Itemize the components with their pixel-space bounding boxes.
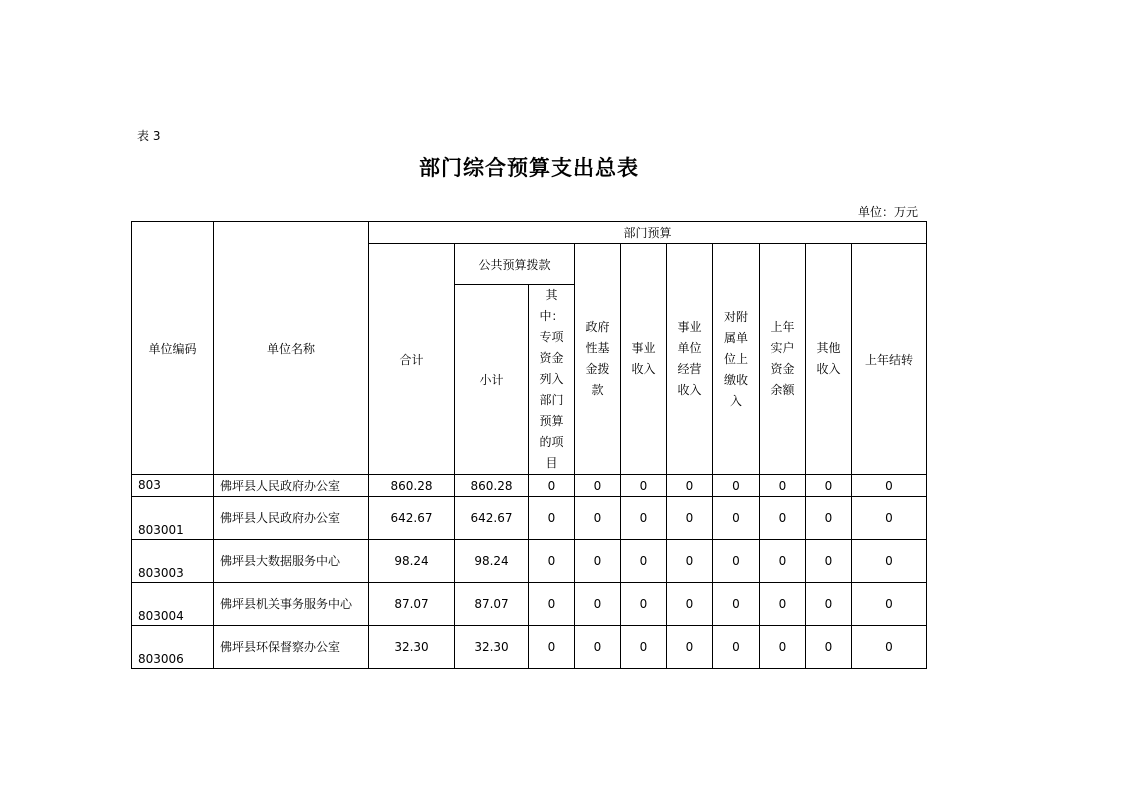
special-cell: 0	[529, 497, 575, 540]
other-income-cell: 0	[806, 540, 852, 583]
total-cell: 98.24	[369, 540, 455, 583]
unit-name-cell: 佛坪县机关事务服务中心	[214, 583, 369, 626]
total-cell: 642.67	[369, 497, 455, 540]
header-dept-budget: 部门预算	[369, 222, 927, 244]
unit-name-cell: 佛坪县环保督察办公室	[214, 626, 369, 669]
table-row	[132, 540, 927, 583]
other-income-cell: 0	[806, 475, 852, 497]
subtotal-cell: 98.24	[455, 540, 529, 583]
gov-fund-cell: 0	[575, 540, 621, 583]
affiliated-income-cell: 0	[713, 497, 760, 540]
carryover-cell: 0	[852, 626, 927, 669]
gov-fund-cell: 0	[575, 583, 621, 626]
header-affiliated-income: 对附属单位上缴收入	[713, 244, 760, 475]
header-unit-name: 单位名称	[214, 222, 369, 475]
header-gov-fund: 政府性基金拨款	[575, 244, 621, 475]
gov-fund-cell: 0	[575, 475, 621, 497]
business-income-cell: 0	[667, 540, 713, 583]
gov-fund-cell: 0	[575, 626, 621, 669]
special-cell: 0	[529, 583, 575, 626]
unit-code-cell: 803	[132, 475, 214, 497]
header-subtotal: 小计	[455, 285, 529, 475]
other-income-cell: 0	[806, 497, 852, 540]
table-row	[132, 583, 927, 626]
unit-code-cell: 803001	[132, 497, 214, 540]
table-row	[132, 475, 927, 497]
career-income-cell: 0	[621, 583, 667, 626]
career-income-cell: 0	[621, 626, 667, 669]
carryover-cell: 0	[852, 475, 927, 497]
table-number-label: 表 3	[137, 129, 161, 143]
prior-balance-cell: 0	[760, 475, 806, 497]
subtotal-cell: 32.30	[455, 626, 529, 669]
header-other-income: 其他收入	[806, 244, 852, 475]
business-income-cell: 0	[667, 497, 713, 540]
header-total: 合计	[369, 244, 455, 475]
carryover-cell: 0	[852, 540, 927, 583]
career-income-cell: 0	[621, 497, 667, 540]
unit-code-cell: 803006	[132, 626, 214, 669]
budget-expenditure-table	[131, 221, 927, 669]
special-cell: 0	[529, 626, 575, 669]
header-business-income: 事业单位经营收入	[667, 244, 713, 475]
subtotal-cell: 87.07	[455, 583, 529, 626]
business-income-cell: 0	[667, 583, 713, 626]
header-special-items: 其中：专项资金列入部门预算的项目	[529, 285, 575, 475]
unit-code-cell: 803004	[132, 583, 214, 626]
header-unit-code: 单位编码	[132, 222, 214, 475]
unit-name-cell: 佛坪县大数据服务中心	[214, 540, 369, 583]
unit-name-cell: 佛坪县人民政府办公室	[214, 497, 369, 540]
business-income-cell: 0	[667, 626, 713, 669]
header-prior-balance: 上年实户资金余额	[760, 244, 806, 475]
total-cell: 87.07	[369, 583, 455, 626]
career-income-cell: 0	[621, 540, 667, 583]
subtotal-cell: 860.28	[455, 475, 529, 497]
affiliated-income-cell: 0	[713, 540, 760, 583]
special-cell: 0	[529, 475, 575, 497]
other-income-cell: 0	[806, 626, 852, 669]
special-cell: 0	[529, 540, 575, 583]
business-income-cell: 0	[667, 475, 713, 497]
affiliated-income-cell: 0	[713, 475, 760, 497]
other-income-cell: 0	[806, 583, 852, 626]
header-career-income: 事业收入	[621, 244, 667, 475]
document-title: 部门综合预算支出总表	[419, 155, 639, 180]
unit-label: 单位：万元	[857, 205, 918, 219]
header-public-budget: 公共预算拨款	[455, 244, 575, 285]
subtotal-cell: 642.67	[455, 497, 529, 540]
prior-balance-cell: 0	[760, 540, 806, 583]
carryover-cell: 0	[852, 497, 927, 540]
unit-name-cell: 佛坪县人民政府办公室	[214, 475, 369, 497]
affiliated-income-cell: 0	[713, 626, 760, 669]
total-cell: 32.30	[369, 626, 455, 669]
table-row	[132, 626, 927, 669]
affiliated-income-cell: 0	[713, 583, 760, 626]
unit-code-cell: 803003	[132, 540, 214, 583]
prior-balance-cell: 0	[760, 583, 806, 626]
prior-balance-cell: 0	[760, 626, 806, 669]
career-income-cell: 0	[621, 475, 667, 497]
total-cell: 860.28	[369, 475, 455, 497]
gov-fund-cell: 0	[575, 497, 621, 540]
prior-balance-cell: 0	[760, 497, 806, 540]
carryover-cell: 0	[852, 583, 927, 626]
header-carryover: 上年结转	[852, 244, 927, 475]
table-row	[132, 497, 927, 540]
